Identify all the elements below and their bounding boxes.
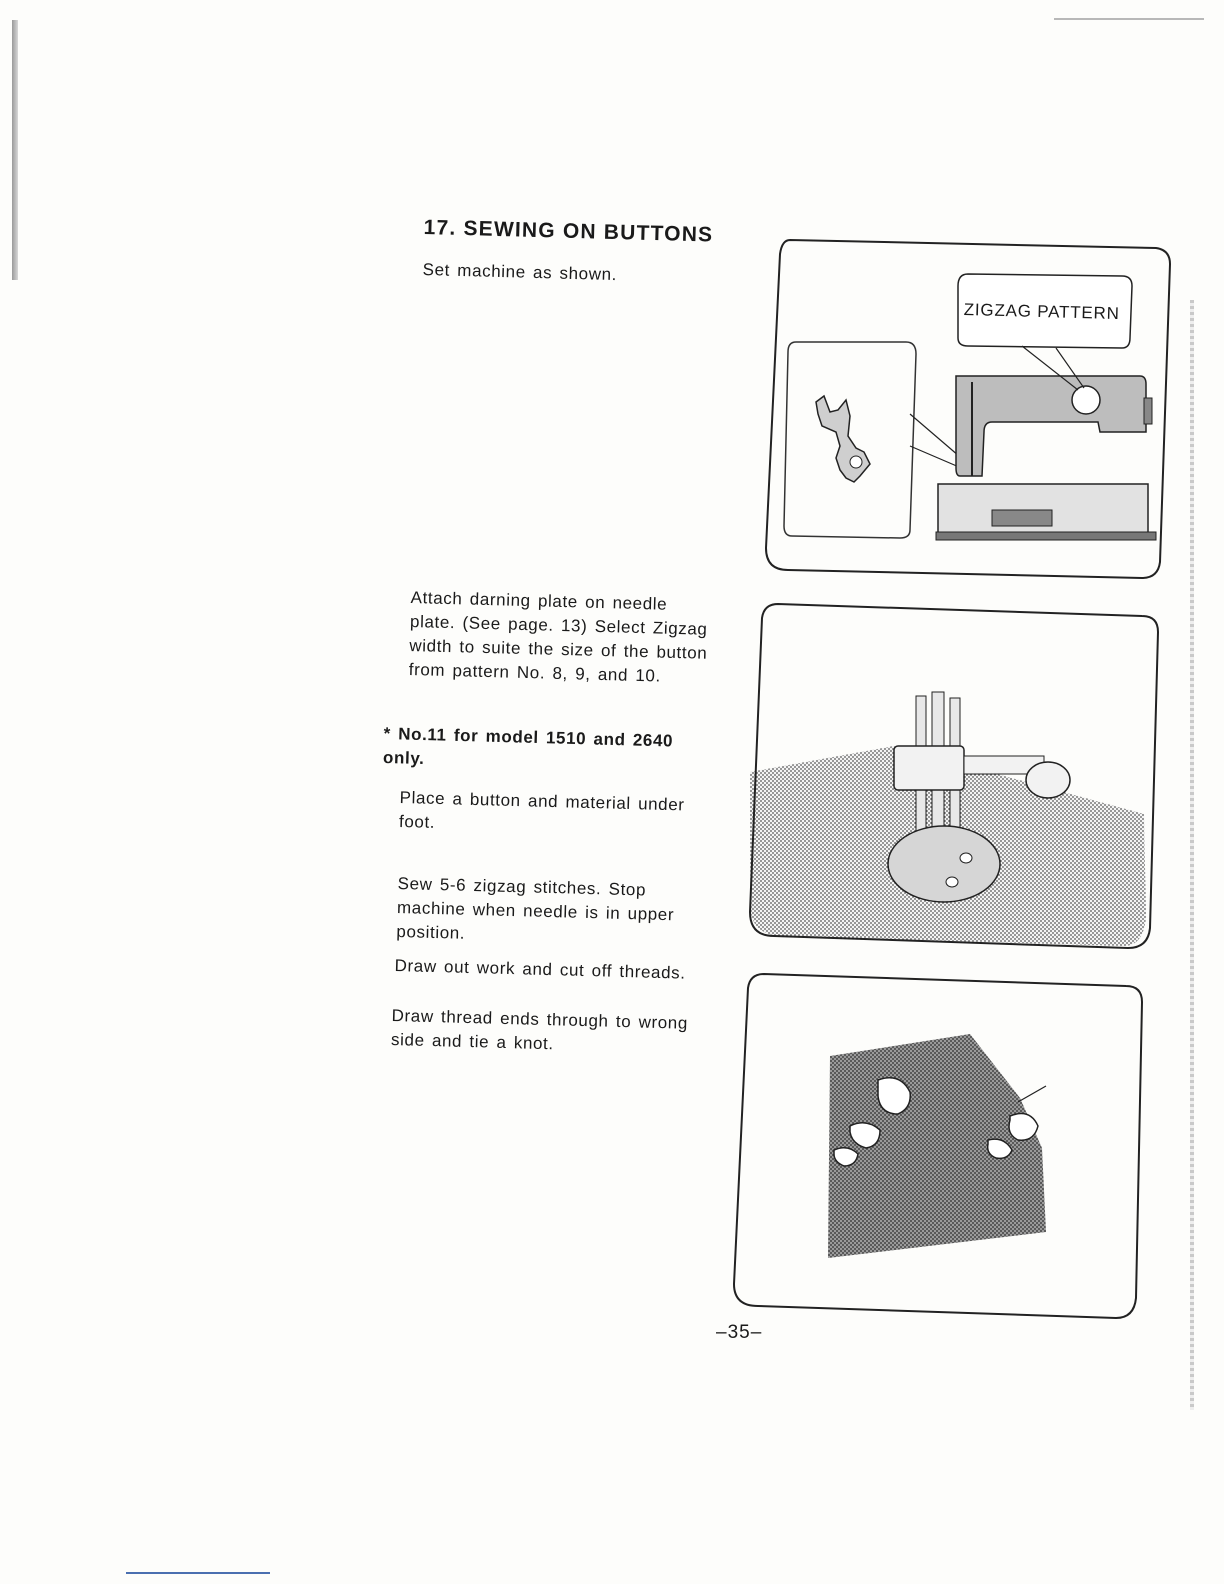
section-heading [423,216,713,248]
button-under-foot-figure [744,596,1164,958]
machine-setup-figure [760,226,1180,586]
zigzag-pattern-label: ZIGZAG PATTERN [963,300,1120,324]
scan-edge-top [1054,18,1204,20]
presser-foot-inset [784,342,916,538]
model-note: * No.11 for model 1510 and 2640 only. [382,723,674,769]
zigzag-pattern-callout [958,274,1132,390]
attach-plate-text: Attach darning plate on needle plate. (See page. 13) Select Zigzag width to suite the size of the button from pattern No. 8, 9, and 10. [408,587,708,686]
button-icon [888,826,1000,902]
place-button-text: Place a button and material under foot. [398,787,685,832]
sew-stitches-text: Sew 5-6 zigzag stitches. Stop machine when needle is in upper position. [396,873,675,943]
section-number: 17. [423,216,457,240]
scan-edge-right [1190,300,1194,1410]
scan-edge-bottom [126,1572,270,1574]
draw-thread-text: Draw thread ends through to wrong side and tie a knot. [390,1005,689,1054]
intro-text: Set machine as shown. [422,259,618,285]
section-title: SEWING ON BUTTONS [463,217,714,247]
tie-knot-figure [730,968,1150,1324]
scan-edge-left [12,20,18,280]
sewing-machine-icon [936,376,1156,540]
draw-out-text: Draw out work and cut off threads. [394,955,686,983]
page-number: –35– [716,1322,763,1343]
